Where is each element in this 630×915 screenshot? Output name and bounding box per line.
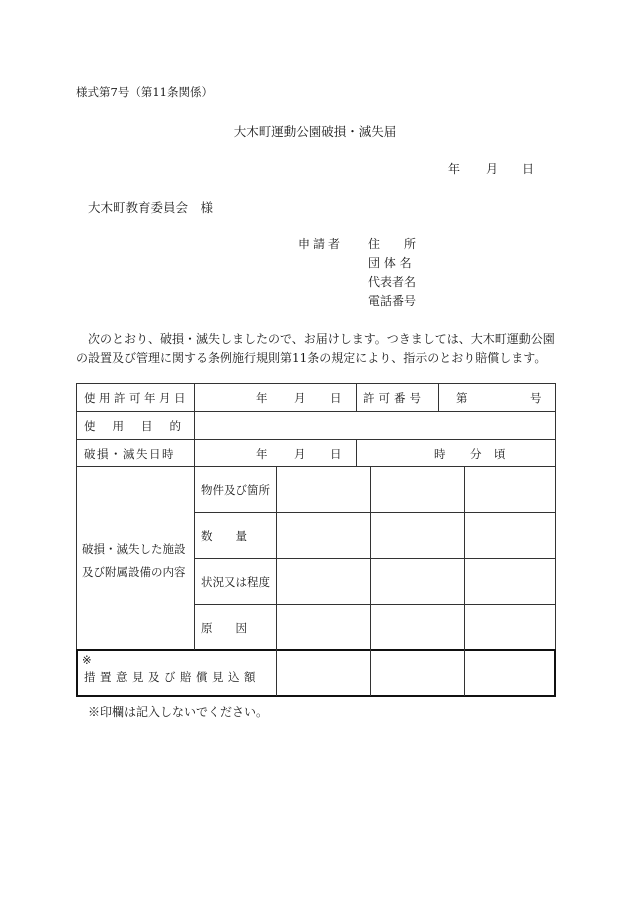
- table-line-detail-col: [194, 466, 195, 650]
- table-line-row1-mid: [356, 383, 357, 411]
- measures-mark: ※: [82, 653, 92, 667]
- table-line-detail-col2: [276, 466, 277, 696]
- applicant-field-phone: 電話番号: [368, 294, 417, 308]
- header-date-year: 年: [448, 162, 461, 176]
- row3-hour: 時: [434, 447, 446, 461]
- table-border-right-thick: [554, 649, 556, 697]
- table-line-detail-3: [194, 604, 556, 605]
- report-table: [76, 383, 556, 697]
- applicant-label: 申請者: [298, 237, 344, 251]
- header-date-day: 日: [522, 162, 535, 176]
- detail-item-object: 物件及び箇所: [201, 483, 270, 497]
- table-line-row3-mid: [356, 439, 357, 467]
- detail-label-line-2: 及び附属設備の内容: [82, 565, 186, 579]
- row3-year: 年: [256, 447, 268, 461]
- permit-number-label: 許可番号: [363, 391, 425, 405]
- header-date-month: 月: [486, 162, 499, 176]
- detail-item-cause: 原 因: [201, 621, 247, 635]
- row-use-permit-date-label: 使用許可年月日: [84, 391, 189, 405]
- table-line-detail-1: [194, 512, 556, 513]
- detail-label-line-1: 破損・滅失した施設: [82, 542, 186, 556]
- table-line-row3: [76, 466, 556, 467]
- table-line-row1-permit: [438, 383, 439, 411]
- row1-month: 月: [294, 391, 306, 405]
- table-border-right: [555, 383, 556, 650]
- row1-day: 日: [330, 391, 342, 405]
- detail-item-condition: 状況又は程度: [201, 575, 270, 589]
- table-line-row2: [76, 439, 556, 440]
- form-number: 様式第7号（第11条関係）: [76, 85, 213, 99]
- table-border-left: [76, 383, 77, 650]
- row3-month: 月: [294, 447, 306, 461]
- body-line-2: の設置及び管理に関する条例施行規則第11条の規定により、指示のとおり賠償します。: [76, 351, 547, 365]
- document-title: 大木町運動公園破損・滅失届: [233, 124, 397, 139]
- body-line-1: 次のとおり、破損・滅失しましたので、お届けします。つきましては、大木町運動公園: [76, 332, 555, 346]
- applicant-field-representative: 代表者名: [368, 275, 417, 289]
- addressee: 大木町教育委員会 様: [88, 200, 214, 215]
- table-border-left-thick: [76, 649, 78, 697]
- table-line-row1: [76, 411, 556, 412]
- applicant-field-address: 住 所: [368, 237, 417, 251]
- permit-number-suffix: 号: [530, 391, 542, 405]
- table-line-detail-2: [194, 558, 556, 559]
- measures-label: 措置意見及び賠償見込額: [84, 670, 260, 684]
- table-line-measures-top: [76, 649, 556, 651]
- row-damage-datetime-label: 破損・滅失日時: [84, 447, 175, 461]
- row3-day: 日: [330, 447, 342, 461]
- table-line-detail-col3: [370, 466, 371, 696]
- table-border-bottom: [76, 695, 556, 697]
- row-use-purpose-label: 使用目的: [84, 419, 198, 433]
- table-line-detail-col4: [464, 466, 465, 696]
- footer-note: ※印欄は記入しないでください。: [88, 705, 269, 719]
- row1-year: 年: [256, 391, 268, 405]
- applicant-field-group: 団 体 名: [368, 256, 412, 270]
- row3-minute: 分: [470, 447, 482, 461]
- detail-item-quantity: 数 量: [201, 529, 247, 543]
- body-paragraph: [76, 330, 558, 368]
- row3-approx: 頃: [494, 447, 506, 461]
- table-border-top: [76, 383, 556, 384]
- permit-number-prefix: 第: [456, 391, 468, 405]
